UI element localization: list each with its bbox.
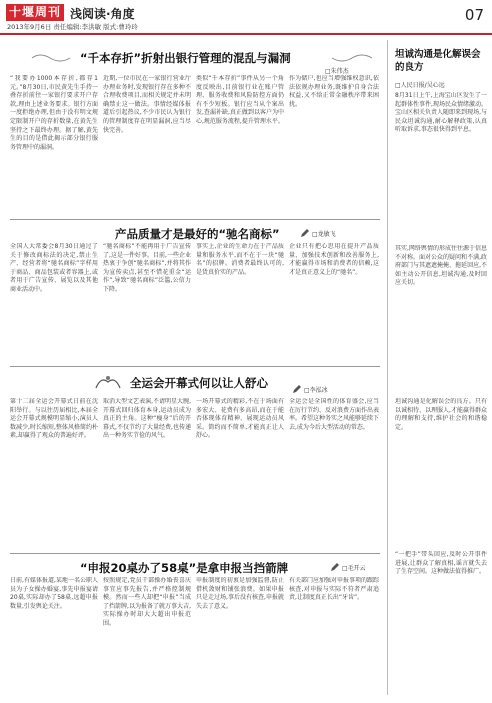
side-article-para-2: 其实,网络舆情的形成往往源于信息不对称。面对公众的疑问和不满,政府部门与其遮遮掩掩、拖延回应,不如主动公开信息,坦诚沟通,及时回应关切。	[395, 245, 487, 287]
side-article-byline: □人民日报/吴心远	[395, 82, 445, 89]
newspaper-logo: 十堰周刊	[6, 4, 64, 21]
article-divider	[10, 553, 380, 554]
page-number: 07	[464, 6, 484, 24]
article-2-byline: □龙敏飞	[312, 231, 336, 238]
article-3-col-1: 第十二届全运会开幕式日前在沈阳举行。与以往历届相比,本届全运会开幕式规模明显缩小,演员人数减少,时长缩短,整体风格简约朴素,却赢得了观众的普遍好评。	[10, 398, 98, 440]
side-article-title: 坦诚沟通是化解误会的良方	[395, 49, 481, 73]
article-2-col-1: 全国人大常委会8月30日通过了关于修改商标法的决定,禁止生产、经营者将“驰名商标”字样用于商品、商品包装或者容器上,或者用于广告宣传、展览以及其他商业活动中。	[10, 243, 98, 293]
side-article-para-3: 坦诚沟通是化解误会的良方。只有以诚相待、以理服人,才能赢得群众的理解和支持,维护社会的和谐稳定。	[395, 398, 487, 431]
article-3-col-2: 取消大型文艺表演,不请明星大腕,开幕式回归体育本身,运动员成为真正的主角。这种“瘦身”后的开幕式,不仅节约了大量经费,也传递出一种务实节俭的风气。	[103, 398, 191, 440]
page-header	[0, 0, 492, 32]
column-divider	[387, 40, 388, 695]
pen-icon	[300, 228, 310, 238]
article-divider	[10, 366, 380, 367]
article-2-col-2: “驰名商标”不能再用于广告宣传了,这是一件好事。目前,一些企业热衷于争创“驰名商标”,并将其作为宣传卖点,甚至不惜花重金“运作”,导致“驰名商标”泛滥,公信力下降。	[103, 243, 191, 293]
article-4-title: “申报20桌办了58桌”是拿申报当挡箭牌	[80, 561, 289, 575]
decorative-ornament-right	[330, 52, 374, 64]
article-2-col-3: 事实上,企业的生命力在于产品质量和服务水平,而不在于一块“驰名”的招牌。消费者最终认可的,是货真价实的产品。	[196, 243, 284, 276]
article-1-col-4: 作为储户,也应当增强维权意识,依法依规办理业务,既维护自身合法权益,又不给正常金融秩序带来困扰。	[289, 75, 379, 108]
article-4-byline: □毛开云	[342, 565, 366, 572]
article-3-title: 全运会开幕式何以让人舒心	[130, 376, 268, 390]
article-4-col-4: 有关部门应加强对申报事项的跟踪核查,对申报与实际不符者严肃追责,让制度真正长出“牙齿”。	[289, 577, 379, 602]
article-1-byline: □朱伟杰	[325, 68, 349, 75]
article-3-col-3: 一场开幕式的精彩,不在于场面有多宏大、花费有多高昂,而在于能否体现体育精神、展现运动员风采。简约而不简单,才能真正让人舒心。	[196, 398, 284, 440]
article-1-title: “千本存折”折射出银行管理的混乱与漏洞	[80, 51, 291, 65]
decorative-ornament-left	[30, 52, 74, 64]
hands-icon	[93, 372, 123, 392]
article-divider	[10, 219, 380, 220]
section-name: 浅阅读·角度	[70, 7, 135, 21]
article-1-col-2: 近期,一位市民在一家银行营业厅办理业务时,发现银行存在多种不合理收费项目,而相关规定并未明确禁止这一做法。事情经媒体报道后引起热议,不少市民认为银行的管理制度存在明显漏洞,应当尽快完善。	[103, 75, 191, 134]
publication-info: 2013年9月6日 责任编辑:李洪敏 版式:曹玲玲	[7, 23, 138, 31]
pen-icon	[292, 384, 302, 394]
article-3-byline: □李泓冰	[304, 387, 328, 394]
article-2-title: 产品质量才是最好的“驰名商标”	[115, 227, 280, 241]
side-article-para-1: 8月31日上午,上海宝山区发生了一起群体性事件,现场民众情绪激动。宝山区相关负责人随即来到现场,与民众坦诚沟通,耐心解释政策,认真听取诉求,事态很快得到平息。	[395, 92, 487, 134]
article-4-col-2: 按照规定,党员干部操办婚丧喜庆事宜应事先报告,并严格控制规模。然而一些人却把“申报”当成了挡箭牌,以为报备了就万事大吉,实际操办时却大大超出申报范围。	[103, 577, 191, 627]
article-4-col-3: 申报制度的初衷是加强监督,防止借机敛财和铺张浪费。如果申报只是走过场,事后没有核查,申报就失去了意义。	[196, 577, 284, 610]
article-1-col-3: 类似“千本存折”事件从另一个角度反映出,目前银行业在账户管理、服务收费和风险防控方面仍有不少短板。银行应当从个案出发,查漏补缺,真正做到以客户为中心,规范服务流程,提升管理水平。	[196, 75, 284, 125]
article-3-col-4: 全运会是全国性的体育盛会,应当在厉行节约、反对浪费方面作出表率。希望这种务实之风能够延续下去,成为今后大型活动的常态。	[289, 398, 379, 431]
article-2-col-4: 企业只有把心思用在提升产品质量、加强技术创新和改善服务上,才能赢得市场和消费者的信赖,这才是真正意义上的“驰名”。	[289, 243, 379, 276]
side-article-para-4: “一把手”带头回应,及时公开事件进展,让群众了解真相,谣言就失去了生存空间。这种做法值得推广。	[395, 551, 487, 576]
article-1-col-1: “我要办1000本存折,都存1元。”8月30日,市民黄先生手持一叠存折前往一家银行要求开户存款,理由上述业务要求。银行方面一度拒绝办理,但由于没有明文规定限制开户的存折数量,在黄先生坚持之下最终办理。据了解,黄先生的目的是借此揭示部分银行服务管理中的漏洞。	[10, 75, 98, 151]
header-divider	[0, 33, 492, 35]
pen-icon	[330, 562, 340, 572]
article-4-col-1: 日前,有媒体报道,某地一名公职人员为子女操办婚宴,事先申报宴请20桌,实际却办了58桌,远超申报数量,引发舆论关注。	[10, 577, 98, 610]
